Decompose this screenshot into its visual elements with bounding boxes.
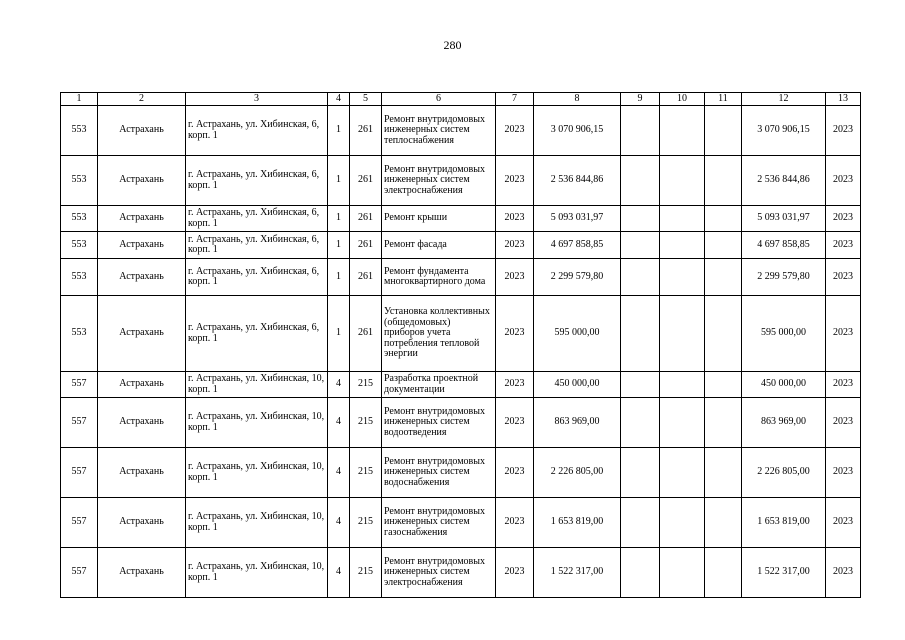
column-number-6: 6 [382, 93, 496, 106]
table-row [61, 206, 861, 232]
work-type-cell: Ремонт фундамента многоквартирного дома [382, 259, 496, 296]
column-11-cell [705, 296, 742, 372]
cost-cell: 595 000,00 [534, 296, 621, 372]
city-cell: Астрахань [98, 106, 186, 156]
address-cell: г. Астрахань, ул. Хибинская, 6, корп. 1 [186, 156, 328, 206]
column-10-cell [660, 498, 705, 548]
column-10-cell [660, 106, 705, 156]
page-number: 280 [443, 38, 462, 52]
column-number-4: 4 [328, 93, 350, 106]
column-10-cell [660, 156, 705, 206]
column-10-cell [660, 206, 705, 232]
address-cell: г. Астрахань, ул. Хибинская, 10, корп. 1 [186, 498, 328, 548]
column-10-cell [660, 448, 705, 498]
column-11-cell [705, 156, 742, 206]
table-row [61, 398, 861, 448]
address-cell: г. Астрахань, ул. Хибинская, 6, корп. 1 [186, 259, 328, 296]
table-row [61, 156, 861, 206]
object-number-cell: 557 [61, 372, 98, 398]
total-cost-cell: 2 536 844,86 [742, 156, 826, 206]
work-type-cell: Ремонт внутридомовых инженерных систем электроснабжения [382, 548, 496, 598]
work-type-cell: Ремонт крыши [382, 206, 496, 232]
cost-cell: 4 697 858,85 [534, 232, 621, 259]
column-10-cell [660, 372, 705, 398]
year-cell: 2023 [496, 448, 534, 498]
register-table [60, 92, 861, 598]
total-cost-cell: 595 000,00 [742, 296, 826, 372]
column-9-cell [621, 156, 660, 206]
table-row [61, 448, 861, 498]
column-number-row [61, 93, 861, 106]
total-cost-cell: 4 697 858,85 [742, 232, 826, 259]
column-4-cell: 1 [328, 156, 350, 206]
completion-year-cell: 2023 [826, 156, 861, 206]
column-5-cell: 215 [350, 498, 382, 548]
column-4-cell: 1 [328, 106, 350, 156]
column-number-13: 13 [826, 93, 861, 106]
completion-year-cell: 2023 [826, 106, 861, 156]
column-4-cell: 4 [328, 448, 350, 498]
year-cell: 2023 [496, 398, 534, 448]
total-cost-cell: 3 070 906,15 [742, 106, 826, 156]
completion-year-cell: 2023 [826, 398, 861, 448]
year-cell: 2023 [496, 232, 534, 259]
table-body [61, 106, 861, 598]
column-4-cell: 1 [328, 206, 350, 232]
year-cell: 2023 [496, 259, 534, 296]
address-cell: г. Астрахань, ул. Хибинская, 6, корп. 1 [186, 296, 328, 372]
column-number-10: 10 [660, 93, 705, 106]
column-number-11: 11 [705, 93, 742, 106]
column-4-cell: 4 [328, 398, 350, 448]
total-cost-cell: 2 299 579,80 [742, 259, 826, 296]
table-row [61, 232, 861, 259]
column-4-cell: 1 [328, 259, 350, 296]
year-cell: 2023 [496, 372, 534, 398]
city-cell: Астрахань [98, 156, 186, 206]
work-type-cell: Разработка проектной документации [382, 372, 496, 398]
address-cell: г. Астрахань, ул. Хибинская, 10, корп. 1 [186, 448, 328, 498]
column-9-cell [621, 498, 660, 548]
completion-year-cell: 2023 [826, 259, 861, 296]
completion-year-cell: 2023 [826, 372, 861, 398]
cost-cell: 2 299 579,80 [534, 259, 621, 296]
cost-cell: 450 000,00 [534, 372, 621, 398]
column-11-cell [705, 448, 742, 498]
city-cell: Астрахань [98, 372, 186, 398]
address-cell: г. Астрахань, ул. Хибинская, 10, корп. 1 [186, 372, 328, 398]
city-cell: Астрахань [98, 448, 186, 498]
column-11-cell [705, 498, 742, 548]
column-number-1: 1 [61, 93, 98, 106]
column-11-cell [705, 232, 742, 259]
work-type-cell: Ремонт внутридомовых инженерных систем электроснабжения [382, 156, 496, 206]
column-number-3: 3 [186, 93, 328, 106]
column-11-cell [705, 372, 742, 398]
cost-cell: 1 653 819,00 [534, 498, 621, 548]
column-4-cell: 4 [328, 548, 350, 598]
column-9-cell [621, 296, 660, 372]
column-9-cell [621, 448, 660, 498]
cost-cell: 1 522 317,00 [534, 548, 621, 598]
column-9-cell [621, 548, 660, 598]
column-number-12: 12 [742, 93, 826, 106]
city-cell: Астрахань [98, 398, 186, 448]
total-cost-cell: 863 969,00 [742, 398, 826, 448]
column-number-7: 7 [496, 93, 534, 106]
column-9-cell [621, 372, 660, 398]
column-9-cell [621, 259, 660, 296]
work-type-cell: Ремонт внутридомовых инженерных систем теплоснабжения [382, 106, 496, 156]
city-cell: Астрахань [98, 206, 186, 232]
column-9-cell [621, 206, 660, 232]
total-cost-cell: 1 522 317,00 [742, 548, 826, 598]
object-number-cell: 557 [61, 548, 98, 598]
completion-year-cell: 2023 [826, 498, 861, 548]
address-cell: г. Астрахань, ул. Хибинская, 6, корп. 1 [186, 206, 328, 232]
cost-cell: 863 969,00 [534, 398, 621, 448]
work-type-cell: Ремонт внутридомовых инженерных систем водоснабжения [382, 448, 496, 498]
address-cell: г. Астрахань, ул. Хибинская, 10, корп. 1 [186, 398, 328, 448]
object-number-cell: 553 [61, 296, 98, 372]
total-cost-cell: 450 000,00 [742, 372, 826, 398]
table-row [61, 498, 861, 548]
city-cell: Астрахань [98, 259, 186, 296]
address-cell: г. Астрахань, ул. Хибинская, 6, корп. 1 [186, 232, 328, 259]
column-9-cell [621, 398, 660, 448]
city-cell: Астрахань [98, 548, 186, 598]
cost-cell: 3 070 906,15 [534, 106, 621, 156]
column-4-cell: 4 [328, 498, 350, 548]
year-cell: 2023 [496, 498, 534, 548]
column-4-cell: 1 [328, 296, 350, 372]
column-5-cell: 215 [350, 448, 382, 498]
column-4-cell: 1 [328, 232, 350, 259]
work-type-cell: Установка коллективных (общедомовых) приборов учета потребления тепловой энергии [382, 296, 496, 372]
table-row [61, 259, 861, 296]
address-cell: г. Астрахань, ул. Хибинская, 6, корп. 1 [186, 106, 328, 156]
object-number-cell: 553 [61, 106, 98, 156]
column-11-cell [705, 106, 742, 156]
object-number-cell: 557 [61, 498, 98, 548]
table-row [61, 106, 861, 156]
column-number-8: 8 [534, 93, 621, 106]
cost-cell: 2 226 805,00 [534, 448, 621, 498]
city-cell: Астрахань [98, 498, 186, 548]
total-cost-cell: 5 093 031,97 [742, 206, 826, 232]
completion-year-cell: 2023 [826, 296, 861, 372]
column-10-cell [660, 548, 705, 598]
column-5-cell: 261 [350, 232, 382, 259]
object-number-cell: 553 [61, 156, 98, 206]
table-row [61, 372, 861, 398]
column-10-cell [660, 296, 705, 372]
year-cell: 2023 [496, 206, 534, 232]
column-11-cell [705, 206, 742, 232]
object-number-cell: 553 [61, 232, 98, 259]
table-row [61, 296, 861, 372]
column-10-cell [660, 232, 705, 259]
completion-year-cell: 2023 [826, 206, 861, 232]
column-10-cell [660, 398, 705, 448]
column-5-cell: 261 [350, 156, 382, 206]
work-type-cell: Ремонт внутридомовых инженерных систем водоотведения [382, 398, 496, 448]
column-5-cell: 215 [350, 372, 382, 398]
completion-year-cell: 2023 [826, 548, 861, 598]
object-number-cell: 553 [61, 206, 98, 232]
column-number-9: 9 [621, 93, 660, 106]
column-5-cell: 261 [350, 206, 382, 232]
completion-year-cell: 2023 [826, 232, 861, 259]
column-number-2: 2 [98, 93, 186, 106]
column-5-cell: 215 [350, 398, 382, 448]
column-5-cell: 261 [350, 259, 382, 296]
cost-cell: 2 536 844,86 [534, 156, 621, 206]
column-11-cell [705, 398, 742, 448]
object-number-cell: 553 [61, 259, 98, 296]
object-number-cell: 557 [61, 448, 98, 498]
year-cell: 2023 [496, 106, 534, 156]
table-row [61, 548, 861, 598]
city-cell: Астрахань [98, 296, 186, 372]
column-10-cell [660, 259, 705, 296]
completion-year-cell: 2023 [826, 448, 861, 498]
column-5-cell: 215 [350, 548, 382, 598]
total-cost-cell: 2 226 805,00 [742, 448, 826, 498]
year-cell: 2023 [496, 548, 534, 598]
cost-cell: 5 093 031,97 [534, 206, 621, 232]
column-4-cell: 4 [328, 372, 350, 398]
column-9-cell [621, 232, 660, 259]
year-cell: 2023 [496, 296, 534, 372]
column-number-5: 5 [350, 93, 382, 106]
column-9-cell [621, 106, 660, 156]
column-5-cell: 261 [350, 296, 382, 372]
column-11-cell [705, 548, 742, 598]
total-cost-cell: 1 653 819,00 [742, 498, 826, 548]
city-cell: Астрахань [98, 232, 186, 259]
object-number-cell: 557 [61, 398, 98, 448]
column-11-cell [705, 259, 742, 296]
work-type-cell: Ремонт внутридомовых инженерных систем газоснабжения [382, 498, 496, 548]
year-cell: 2023 [496, 156, 534, 206]
work-type-cell: Ремонт фасада [382, 232, 496, 259]
column-5-cell: 261 [350, 106, 382, 156]
address-cell: г. Астрахань, ул. Хибинская, 10, корп. 1 [186, 548, 328, 598]
